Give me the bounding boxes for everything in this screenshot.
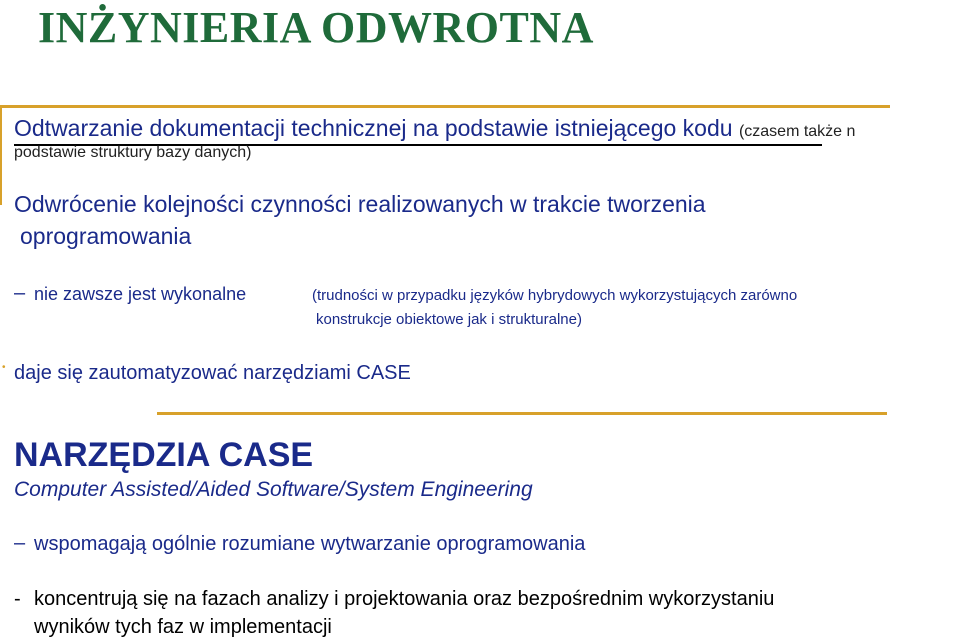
- page-title: INŻYNIERIA ODWROTNA: [38, 3, 594, 52]
- case-support-text: wspomagają ogólnie rozumiane wytwarzanie oprogramowania: [34, 533, 586, 555]
- definition-note-continued: podstawie struktury bazy danych): [14, 144, 252, 161]
- reverse-engineering-definition: [14, 115, 855, 142]
- automation-text: daje się zautomatyzować narzędziami CASE: [14, 362, 411, 384]
- case-tools-heading: NARZĘDZIA CASE: [14, 436, 314, 474]
- feasibility-text: nie zawsze jest wykonalne: [34, 284, 247, 304]
- feasibility-note-continued: konstrukcje obiektowe jak i strukturalne): [316, 311, 582, 328]
- section-divider: [157, 412, 887, 415]
- case-focus-text: koncentrują się na fazach analizy i projektowania oraz bezpośrednim wykorzystaniu: [34, 588, 775, 610]
- dash-marker: –: [14, 282, 26, 304]
- feasibility-note: (trudności w przypadku języków hybrydowych wykorzystujących zarówno: [312, 287, 798, 304]
- top-divider: [0, 105, 890, 108]
- case-acronym-expansion: Computer Assisted/Aided Software/System Engineering: [14, 478, 533, 501]
- reversal-text-continued: oprogramowania: [20, 223, 192, 249]
- bullet-marker: •: [2, 362, 6, 373]
- definition-note: (czasem także n: [738, 123, 856, 140]
- definition-main-text: Odtwarzanie dokumentacji technicznej na podstawie istniejącego kodu: [14, 115, 739, 141]
- dash-marker-2: –: [14, 532, 26, 554]
- hyphen-marker: -: [14, 588, 21, 610]
- case-focus-text-continued: wyników tych faz w implementacji: [34, 616, 332, 638]
- reversal-text: Odwrócenie kolejności czynności realizowanych w trakcie tworzenia: [14, 191, 706, 217]
- left-divider: [0, 105, 2, 205]
